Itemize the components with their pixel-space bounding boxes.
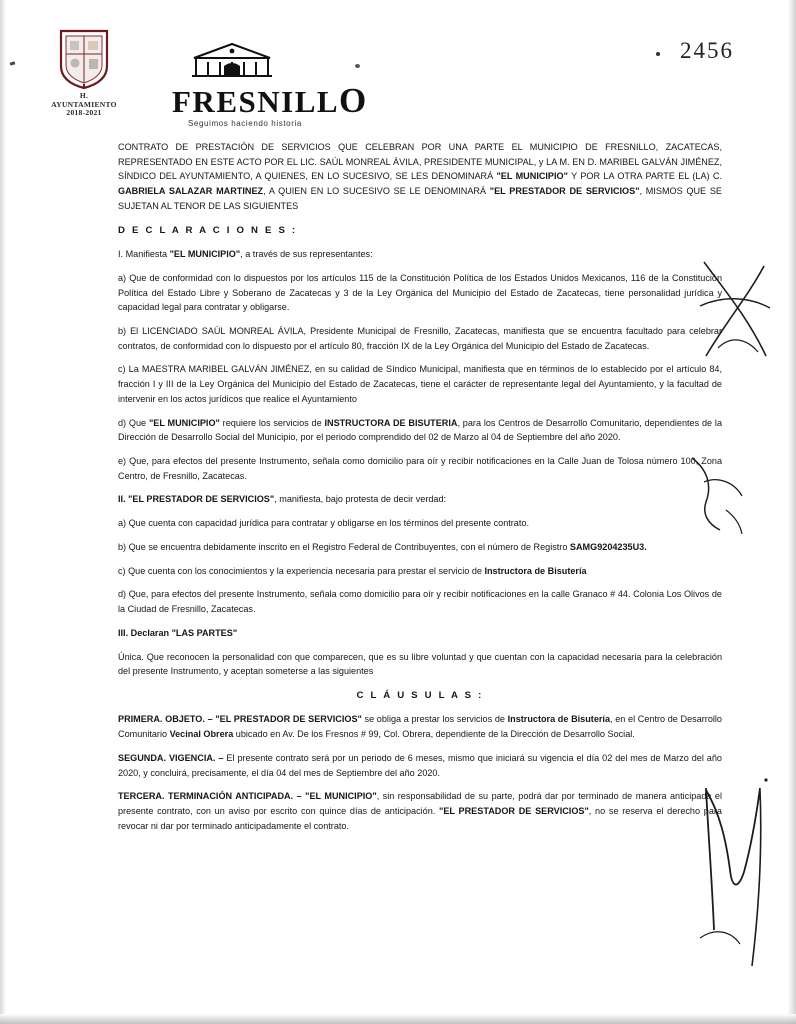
wordmark-text: FRESNILL bbox=[172, 84, 340, 119]
declaration-II-d: d) Que, para efectos del presente Instrumento, señala como domicilio para oír y recibir notificaciones en la calle Granaco # 44. Colonia Los Olivos de la Ciudad de Fresnillo, Zacatecas. bbox=[118, 589, 722, 615]
scan-artifact-middle bbox=[355, 64, 360, 68]
preamble-paragraph bbox=[118, 140, 722, 214]
preamble-contractor-name: GABRIELA SALAZAR MARTINEZ bbox=[118, 186, 264, 197]
declaration-I-c: c) La MAESTRA MARIBEL GALVÁN JIMÉNEZ, en su calidad de Síndico Municipal, manifiesta que en términos de lo establecido por el artículo 84, fracción I y III de la Ley Orgánica del Municipio del Estado de Zacatecas, tiene el carácter de representante legal del Ayuntamiento, y la facultad de intervenir en los actos jurídicos que realice el Ayuntamiento bbox=[118, 364, 722, 404]
decl-II-b-rfc: SAMG9204235U3. bbox=[569, 541, 647, 552]
declaration-II-a: a) Que cuenta con capacidad jurídica para contratar y obligarse en los términos del presente contrato. bbox=[118, 518, 529, 529]
clause-tercera-municipio: "EL MUNICIPIO" bbox=[305, 791, 377, 802]
coat-caption bbox=[50, 92, 118, 118]
clause-primera-service: Instructora de Bisutería bbox=[507, 714, 611, 725]
clause-primera bbox=[118, 712, 722, 741]
clause-tercera-text-2: , no se reserva el derecho para revocar ni dar por terminado anticipadamente el contrato. bbox=[118, 806, 722, 831]
decl-I-text-2: , a través de sus representantes: bbox=[240, 249, 373, 260]
scan-edge-left bbox=[0, 0, 6, 1024]
decl-I-municipio: "EL MUNICIPIO" bbox=[169, 249, 241, 260]
preamble-text-2: Y POR LA OTRA PARTE EL (LA) C. bbox=[567, 171, 722, 182]
decl-II-c-text: c) Que cuenta con los conocimientos y la experiencia necesaria para prestar el servicio de bbox=[118, 565, 485, 576]
clause-segunda-label: SEGUNDA. VIGENCIA. – bbox=[118, 752, 224, 763]
clause-primera-center: Vecinal Obrera bbox=[169, 729, 234, 740]
clause-tercera-text-1: , sin responsabilidad de su parte, podrá dar por terminado de manera anticipada el presente contrato, con un aviso por escrito con quince días de anticipación. bbox=[118, 791, 722, 817]
decl-I-d-text-1: d) Que bbox=[118, 417, 149, 428]
scan-edge-bottom bbox=[0, 1014, 796, 1024]
wordmark-o: O bbox=[339, 81, 368, 120]
folio-dot bbox=[656, 52, 660, 56]
declaration-I-d bbox=[118, 416, 722, 445]
decl-I-d-service: INSTRUCTORA DE BISUTERIA bbox=[324, 417, 458, 428]
preamble-text-1: CONTRATO DE PRESTACIÓN DE SERVICIOS QUE CELEBRAN POR UNA PARTE EL MUNICIPIO DE FRESNILLO, ZACATECAS, REPRESENTADO EN ESTE ACTO POR EL LIC. SAÚL MONREAL ÁVILA, PRESIDENTE MUNICIPAL, y LA M. EN D. MARIBEL GALVÁN JIMÉNEZ, SÍNDICO DEL AYUNTAMIENTO, A QUIENES, EN LO SUCESIVO, SE LES DENOMINARÁ bbox=[118, 142, 722, 182]
decl-I-text-1: I. Manifiesta bbox=[118, 249, 170, 260]
declaration-II-b bbox=[118, 540, 722, 555]
clause-tercera-prestador: "EL PRESTADOR DE SERVICIOS" bbox=[439, 806, 589, 817]
decl-II-c-service: Instructora de Bisutería bbox=[484, 565, 587, 576]
preamble-text-4: , MISMOS QUE SE SUJETAN AL TENOR DE LAS SIGUIENTES bbox=[118, 186, 722, 211]
decl-I-d-text-2: requiere los servicios de bbox=[219, 417, 325, 428]
coat-of-arms-icon bbox=[57, 28, 111, 90]
declaration-I-a: a) Que de conformidad con lo dispuestos por los artículos 115 de la Constitución Política de los Estados Unidos Mexicanos, 116 de la Constitución Política del Estado Libre y Soberano de Zacatecas y 3 de la Ley Orgánica del Municipio del Estado de Zacatecas, tiene personalidad jurídica y capacidad legal para contratar y obligarse. bbox=[118, 272, 722, 313]
clause-segunda bbox=[118, 751, 722, 780]
declaration-II-c bbox=[118, 564, 722, 579]
declarations-heading: D E C L A R A C I O N E S : bbox=[118, 224, 298, 236]
clause-primera-text-1: se obliga a prestar los servicios de bbox=[361, 714, 508, 725]
declaration-III-unica: Única. Que reconocen la personalidad con que comparecen, que es su libre voluntad y que cuentan con la capacidad necesaria para la celebración del presente Instrumento, y aceptan someterse a las siguientes bbox=[118, 651, 722, 677]
declaration-I bbox=[118, 247, 722, 262]
clause-primera-text-2: , en el Centro de Desarrollo Comunitario bbox=[118, 714, 722, 740]
clauses-heading: C L Á U S U L A S : bbox=[356, 689, 484, 701]
clause-tercera bbox=[118, 789, 722, 833]
decl-II-b-text: b) Que se encuentra debidamente inscrito en el Registro Federal de Contribuyentes, con el número de Registro bbox=[118, 541, 570, 552]
brand-tagline: Seguimos haciendo historia bbox=[188, 119, 302, 128]
preamble-text-3: , A QUIEN EN LO SUCESIVO SE LE DENOMINARÁ bbox=[263, 186, 490, 197]
fresnillo-wordmark bbox=[172, 83, 432, 118]
clause-primera-prestador: "EL PRESTADOR DE SERVICIOS" bbox=[215, 714, 362, 725]
folio-number: 2456 bbox=[680, 38, 734, 63]
scan-artifact-left bbox=[10, 61, 16, 65]
declaration-I-e: e) Que, para efectos del presente Instrumento, señala como domicilio para oír y recibir notificaciones en la Calle Juan de Tolosa número 100, Zona Centro, de Fresnillo, Zacatecas. bbox=[118, 456, 722, 481]
preamble-municipio: "EL MUNICIPIO" bbox=[496, 171, 568, 182]
fresnillo-logo bbox=[172, 42, 432, 128]
decl-II-prestador: II. "EL PRESTADOR DE SERVICIOS" bbox=[118, 494, 275, 505]
contract-body bbox=[118, 140, 722, 843]
clause-primera-label: PRIMERA. OBJETO. – bbox=[118, 714, 216, 725]
decl-I-d-text-3: , para los Centros de Desarrollo Comunitario, dependientes de la Dirección de Desarrollo Social del Municipio, por el periodo comprendido del 02 de Marzo al 04 de Septiembre del año 2020. bbox=[118, 417, 723, 443]
declaration-I-b: b) El LICENCIADO SAÚL MONREAL ÁVILA, Presidente Municipal de Fresnillo, Zacatecas, manifiesta que se encuentra facultado para celebrar contratos, de conformidad con lo dispuesto por el artículo 80, fracción IX de la Ley Orgánica del Municipio del Estado de Zacatecas. bbox=[118, 326, 722, 351]
coat-caption-line1: H. AYUNTAMIENTO bbox=[51, 91, 117, 109]
decl-II-text: , manifiesta, bajo protesta de decir verdad: bbox=[274, 494, 447, 505]
municipal-coat-of-arms bbox=[50, 28, 118, 118]
declaration-II bbox=[118, 492, 722, 507]
scan-edge-right bbox=[788, 0, 796, 1024]
clause-primera-text-3: ubicado en Av. De los Fresnos # 99, Col. Obrera, dependiente de la Dirección de Desarrollo Social. bbox=[233, 729, 635, 740]
preamble-prestador: "EL PRESTADOR DE SERVICIOS" bbox=[489, 186, 640, 197]
fresnillo-monument-icon bbox=[184, 42, 432, 83]
decl-I-d-municipio: "EL MUNICIPIO" bbox=[148, 417, 220, 428]
clause-tercera-label: TERCERA. TERMINACIÓN ANTICIPADA. – bbox=[118, 791, 306, 802]
document-header bbox=[0, 22, 796, 132]
declaration-III: III. Declaran "LAS PARTES" bbox=[118, 627, 238, 638]
coat-caption-line2: 2018-2021 bbox=[66, 108, 102, 118]
clause-segunda-text: El presente contrato será por un periodo de 6 meses, mismo que iniciará su vigencia el día 02 del mes de Marzo del año 2020, y concluirá, precisamente, el día 04 del mes de Septiembre del año 2020. bbox=[118, 752, 722, 778]
